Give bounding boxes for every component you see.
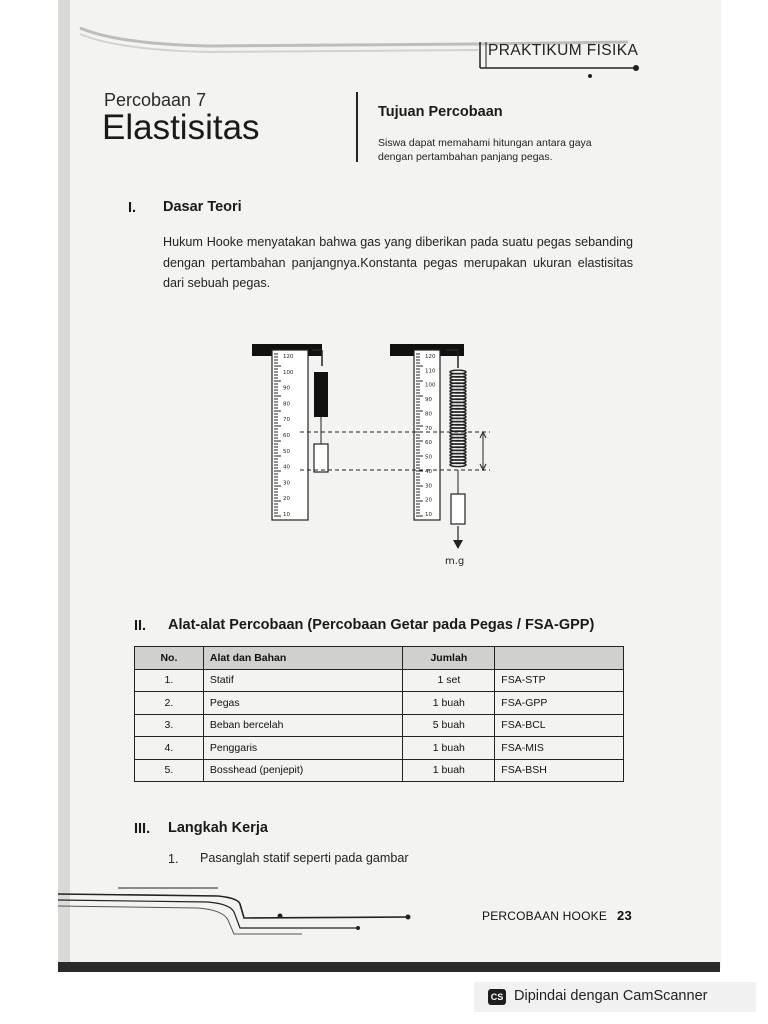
page-footer xyxy=(482,908,632,923)
right-scale-tick-label: 40 xyxy=(425,468,432,475)
right-apparatus xyxy=(390,344,466,549)
section-2-title: Alat-alat Percobaan (Percobaan Getar pada Pegas / FSA-GPP) xyxy=(168,617,595,633)
cell-item: Beban bercelah xyxy=(203,714,403,737)
table-row xyxy=(135,737,624,760)
left-scale-tick-label: 90 xyxy=(283,385,290,392)
cell-quantity: 5 buah xyxy=(403,714,495,737)
right-scale-tick-label: 60 xyxy=(425,440,432,447)
force-label: m.g xyxy=(445,556,465,567)
right-scale-tick-label: 100 xyxy=(425,382,436,389)
goal-text: Siswa dapat memahami hitungan antara gaya dengan pertambahan panjang pegas. xyxy=(378,137,592,163)
table-row xyxy=(135,759,624,782)
header-label: PRAKTIKUM FISIKA xyxy=(488,42,639,59)
cell-quantity: 1 set xyxy=(403,669,495,692)
left-scale-tick-label: 30 xyxy=(283,480,290,487)
right-scale-tick-label: 20 xyxy=(425,497,432,504)
left-scale-tick-label: 40 xyxy=(283,464,290,471)
title-divider xyxy=(356,92,358,162)
cell-quantity: 1 buah xyxy=(403,737,495,760)
right-scale-tick-label: 30 xyxy=(425,483,432,490)
theory-paragraph: Hukum Hooke menyatakan bahwa gas yang diberikan pada suatu pegas sebanding dengan pertambahan panjangnya.Konstanta pegas merupakan ukuran elastisitas dari sebuah pegas. xyxy=(163,235,633,290)
cell-no: 5. xyxy=(135,759,204,782)
cell-code: FSA-MIS xyxy=(495,737,624,760)
camscanner-text: Dipindai dengan CamScanner xyxy=(514,988,708,1004)
col-header-item: Alat dan Bahan xyxy=(203,647,403,670)
equipment-table xyxy=(134,646,624,782)
right-scale-tick-label: 80 xyxy=(425,411,432,418)
table-header-row xyxy=(135,647,624,670)
camscanner-watermark xyxy=(474,982,756,1012)
right-scale-tick-label: 70 xyxy=(425,425,432,432)
cell-no: 1. xyxy=(135,669,204,692)
page-title: Elastisitas xyxy=(102,108,260,147)
cell-item: Bosshead (penjepit) xyxy=(203,759,403,782)
footer-decoration xyxy=(58,884,478,944)
left-scale-tick-label: 50 xyxy=(283,448,290,455)
right-scale-tick-label: 120 xyxy=(425,354,436,360)
col-header-code xyxy=(495,647,624,670)
right-scale-tick-label: 50 xyxy=(425,454,432,461)
cell-quantity: 1 buah xyxy=(403,692,495,715)
cell-code: FSA-BCL xyxy=(495,714,624,737)
left-scale-tick-label: 100 xyxy=(283,369,294,376)
cell-item: Pegas xyxy=(203,692,403,715)
table-row xyxy=(135,669,624,692)
table-row xyxy=(135,714,624,737)
section-2-number: II. xyxy=(134,618,147,634)
page-number: 23 xyxy=(617,908,632,923)
step-1-number: 1. xyxy=(168,852,179,866)
section-1-title: Dasar Teori xyxy=(163,199,242,215)
cell-item: Statif xyxy=(203,669,403,692)
hooke-spring-figure xyxy=(240,328,500,578)
goal-heading: Tujuan Percobaan xyxy=(378,104,503,120)
cell-item: Penggaris xyxy=(203,737,403,760)
left-scale-tick-label: 70 xyxy=(283,417,290,424)
page-bottom-edge xyxy=(58,962,720,972)
cell-code: FSA-GPP xyxy=(495,692,624,715)
cell-no: 4. xyxy=(135,737,204,760)
step-1-text: Pasanglah statif seperti pada gambar xyxy=(200,851,409,865)
col-header-no: No. xyxy=(135,647,204,670)
camscanner-logo-icon: CS xyxy=(488,989,506,1005)
cell-no: 2. xyxy=(135,692,204,715)
left-scale-tick-label: 60 xyxy=(283,433,290,439)
col-header-quantity: Jumlah xyxy=(403,647,495,670)
section-3-number: III. xyxy=(134,821,151,837)
table-row xyxy=(135,692,624,715)
left-scale-tick-label: 20 xyxy=(283,496,290,503)
cell-no: 3. xyxy=(135,714,204,737)
left-scale-tick-label: 120 xyxy=(283,354,294,360)
right-scale-tick-label: 90 xyxy=(425,397,432,404)
spring-coil-loop xyxy=(450,463,466,467)
right-scale-tick-label: 10 xyxy=(425,512,432,518)
right-scale-tick-label: 110 xyxy=(425,368,436,375)
left-scale-tick-label: 10 xyxy=(283,512,290,518)
page-binding-edge xyxy=(58,0,70,968)
cell-quantity: 1 buah xyxy=(403,759,495,782)
cell-code: FSA-BSH xyxy=(495,759,624,782)
experiment-number: Percobaan 7 xyxy=(104,90,207,110)
cell-code: FSA-STP xyxy=(495,669,624,692)
section-1-number: I. xyxy=(128,200,137,216)
section-3-title: Langkah Kerja xyxy=(168,820,268,836)
left-scale-tick-label: 80 xyxy=(283,401,290,408)
footer-label: PERCOBAAN HOOKE xyxy=(482,909,608,923)
